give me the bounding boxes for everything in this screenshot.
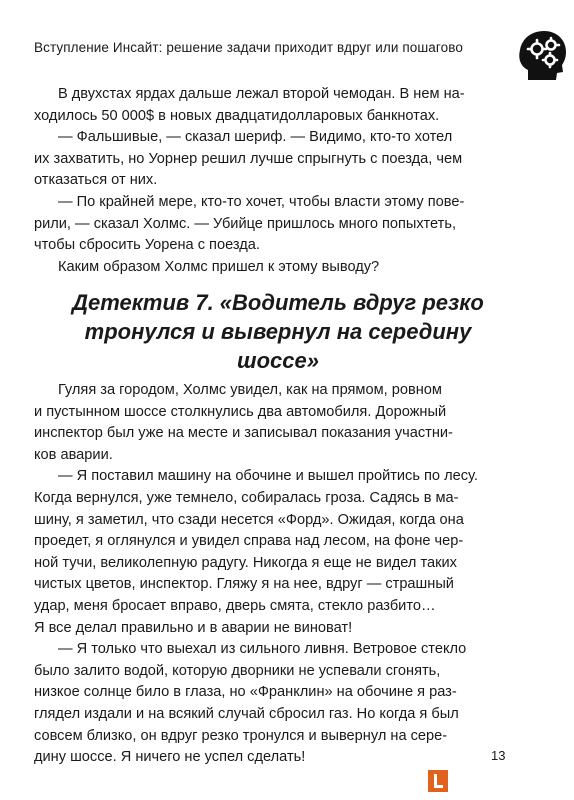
bottom-line-14: низкое солнце било в глаза, но «Франклин» на обочине я раз-	[34, 684, 457, 701]
heading-line-3: шоссе»	[237, 348, 319, 373]
bottom-line-15: глядел издали и на всякий случай сбросил газ. Но когда я был	[34, 705, 459, 722]
bottom-line-17: дину шоссе. Я ничего не успел сделать!	[34, 749, 306, 766]
heading-line-2: тронулся и вывернул на середину	[84, 319, 472, 344]
bottom-line-2: инспектор был уже на месте и записывал показания участни-	[34, 425, 453, 442]
top-line-0: В двухстах ярдах дальше лежал второй чемодан. В нем на-	[58, 86, 465, 102]
running-title: Вступление Инсайт: решение задачи приходит вдруг или пошагово	[34, 40, 463, 55]
bottom-line-12: — Я только что выехал из сильного ливня. Ветровое стекло	[58, 641, 467, 658]
bottom-line-8: ной тучи, великолепную радугу. Никогда я еще не видел таких	[34, 554, 457, 571]
bottom-line-0: Гуляя за городом, Холмс увидел, как на прямом, ровном	[58, 382, 442, 398]
bottom-line-10: удар, меня бросает вправо, дверь смята, стекло разбито…	[34, 597, 436, 614]
bottom-line-6: шину, я заметил, что сзади несется «Форд». Ожидая, когда она	[34, 511, 464, 528]
head-with-gears-icon	[514, 28, 570, 82]
bottom-line-13: было залито водой, которую дворники не успевали сгонять,	[34, 662, 441, 679]
page-number: 13	[491, 748, 506, 763]
bottom-line-3: ков аварии.	[34, 446, 113, 463]
bottom-line-1: и пустынном шоссе столкнулись два автомобиля. Дорожный	[34, 403, 447, 420]
top-line-2: — Фальшивые, — сказал шериф. — Видимо, кто-то хотел	[58, 129, 453, 146]
top-line-4: отказаться от них.	[34, 172, 158, 189]
top-line-8: Каким образом Холмс пришел к этому выводу?	[58, 258, 380, 275]
bottom-line-11: Я все делал правильно и в аварии не виноват!	[34, 619, 353, 636]
top-line-3: их захватить, но Уорнер решил лучше спрыгнуть с поезда, чем	[34, 150, 463, 167]
bottom-line-7: проедет, я оглянулся и увидел справа над лесом, на фоне чер-	[34, 533, 464, 550]
publisher-logo-icon	[428, 770, 448, 792]
running-header	[0, 28, 574, 80]
top-line-1: ходилось 50 000$ в новых двадцатидолларовых банкнотах.	[34, 107, 440, 124]
top-text-block	[34, 84, 520, 278]
bottom-text-block	[34, 380, 520, 769]
heading-line-1: Детектив 7. «Водитель вдруг резко	[72, 290, 484, 315]
section-heading	[40, 288, 516, 375]
top-line-7: чтобы сбросить Уорена с поезда.	[34, 237, 260, 254]
top-line-6: рили, — сказал Холмс. — Убийце пришлось много попыхтеть,	[34, 215, 457, 232]
bottom-line-4: — Я поставил машину на обочине и вышел пройтись по лесу.	[58, 468, 478, 485]
bottom-line-5: Когда вернулся, уже темнело, собиралась гроза. Садясь в ма-	[34, 489, 459, 506]
bottom-line-16: совсем близко, он вдруг резко тронулся и вывернул на сере-	[34, 727, 448, 744]
bottom-line-9: чистых цветов, инспектор. Гляжу я на нее, вдруг — страшный	[34, 576, 454, 593]
top-line-5: — По крайней мере, кто-то хочет, чтобы власти этому пове-	[58, 193, 465, 210]
